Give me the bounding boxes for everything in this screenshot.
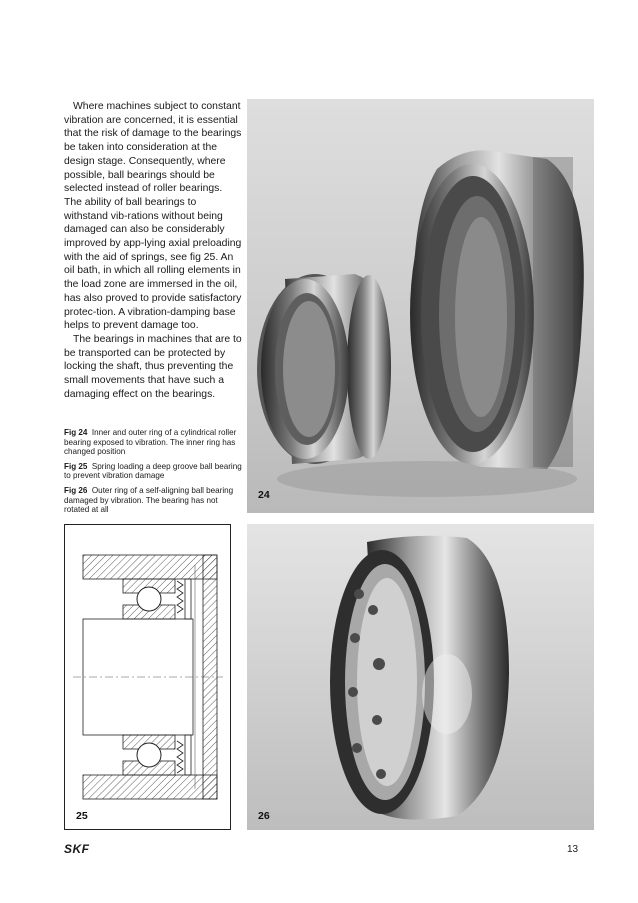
fig26-photo — [247, 524, 594, 830]
caption-label: Fig 24 — [64, 428, 88, 437]
fig26-number: 26 — [258, 810, 270, 822]
body-paragraph-1: Where machines subject to constant vibration are concerned, it is essential that the risk of damage to the bearings be taken into consideration at the design stage. Consequently, where possible, ball bearings should be selected instead of roller bearings. The ability of ball bearings to withstand vib-rations without being damaged can also be considerably improved by app-lying axial preloading with the aid of springs, see fig 25. An oil bath, in which all rolling elements in the load zone are immersed in the oil, has also proved to provide satisfactory protec-tion. A vibration-damping base helps to prevent damage too. — [64, 101, 242, 332]
caption-text: Inner and outer ring of a cylindrical roller bearing exposed to vibration. The inner ring has changed position — [64, 428, 237, 457]
fig25-drawing — [64, 524, 231, 830]
caption-fig25 — [64, 462, 242, 481]
fig24-number: 24 — [258, 489, 270, 501]
page-number: 13 — [567, 844, 579, 855]
caption-text: Spring loading a deep groove ball bearing to prevent vibration damage — [64, 461, 242, 481]
figure-captions — [64, 428, 242, 520]
caption-label: Fig 25 — [64, 461, 88, 471]
fig24-photo — [247, 99, 594, 513]
caption-fig26 — [64, 486, 242, 515]
caption-text: Outer ring of a self-aligning ball bearing damaged by vibration. The bearing has not rotated at all — [64, 485, 234, 515]
skf-logo: SKF — [64, 842, 90, 856]
caption-fig24 — [64, 428, 242, 457]
caption-label: Fig 26 — [64, 485, 88, 495]
fig25-number: 25 — [76, 810, 88, 822]
body-paragraph-2: The bearings in machines that are to be transported can be protected by locking the shaft, thus preventing the small movements that have such a damaging effect on the bearings. — [64, 333, 242, 400]
body-text — [64, 100, 242, 401]
